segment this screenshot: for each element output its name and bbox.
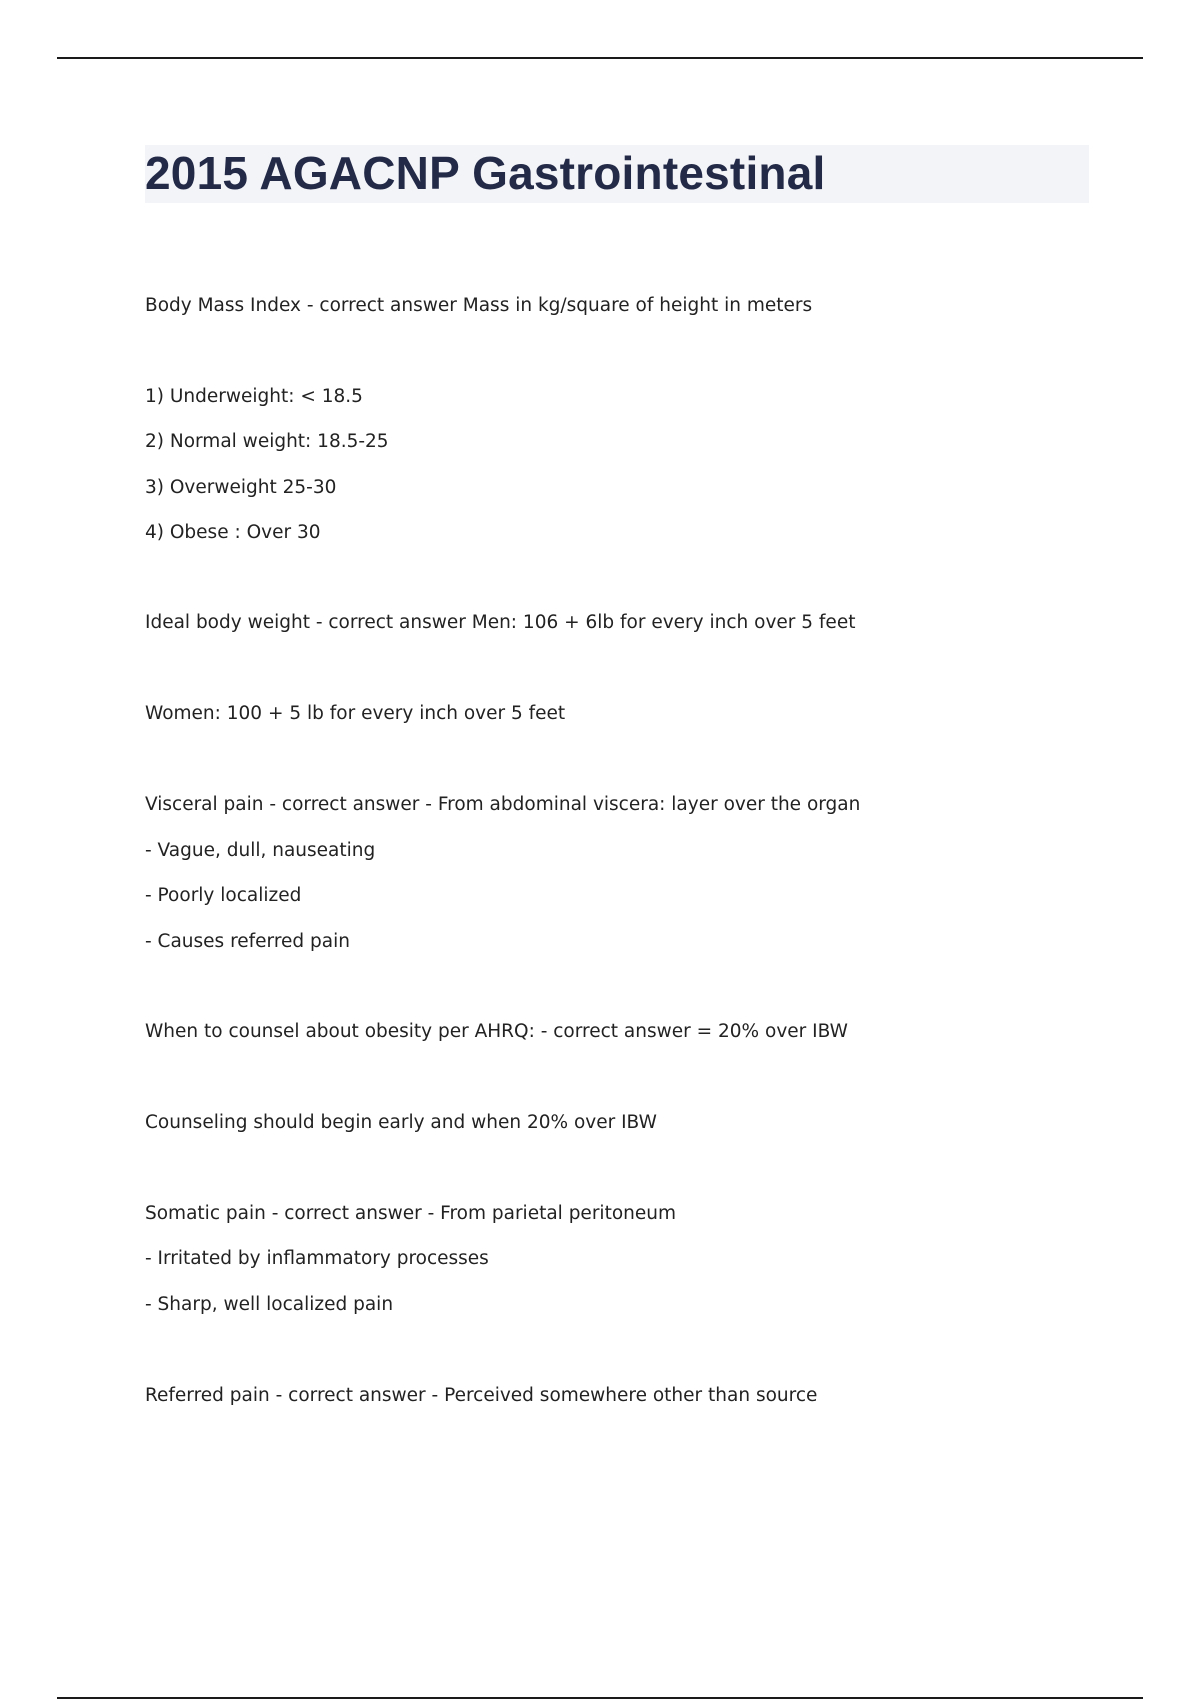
somatic-pain-bullet: - Irritated by inflammatory processes — [145, 1248, 489, 1269]
ideal-body-weight-women: Women: 100 + 5 lb for every inch over 5 feet — [145, 703, 566, 724]
visceral-pain-bullet: - Vague, dull, nauseating — [145, 840, 376, 861]
bmi-obese: 4) Obese : Over 30 — [145, 522, 321, 543]
visceral-pain-bullet: - Poorly localized — [145, 885, 302, 906]
visceral-pain-bullet: - Causes referred pain — [145, 931, 350, 952]
somatic-pain-bullet: - Sharp, well localized pain — [145, 1294, 394, 1315]
referred-pain-definition: Referred pain - correct answer - Perceived somewhere other than source — [145, 1385, 818, 1406]
top-rule — [57, 57, 1143, 59]
obesity-counsel-note: Counseling should begin early and when 20% over IBW — [145, 1112, 657, 1133]
ideal-body-weight-men: Ideal body weight - correct answer Men: 106 + 6lb for every inch over 5 feet — [145, 612, 856, 633]
bmi-definition: Body Mass Index - correct answer Mass in kg/square of height in meters — [145, 295, 813, 316]
obesity-counsel-question: When to counsel about obesity per AHRQ: - correct answer = 20% over IBW — [145, 1021, 848, 1042]
page-title: 2015 AGACNP Gastrointestinal — [145, 147, 826, 199]
bmi-normal: 2) Normal weight: 18.5-25 — [145, 431, 389, 452]
bmi-overweight: 3) Overweight 25-30 — [145, 477, 337, 498]
bmi-underweight: 1) Underweight: < 18.5 — [145, 386, 363, 407]
somatic-pain-definition: Somatic pain - correct answer - From parietal peritoneum — [145, 1203, 676, 1224]
visceral-pain-definition: Visceral pain - correct answer - From abdominal viscera: layer over the organ — [145, 794, 861, 815]
bottom-rule — [57, 1697, 1143, 1699]
